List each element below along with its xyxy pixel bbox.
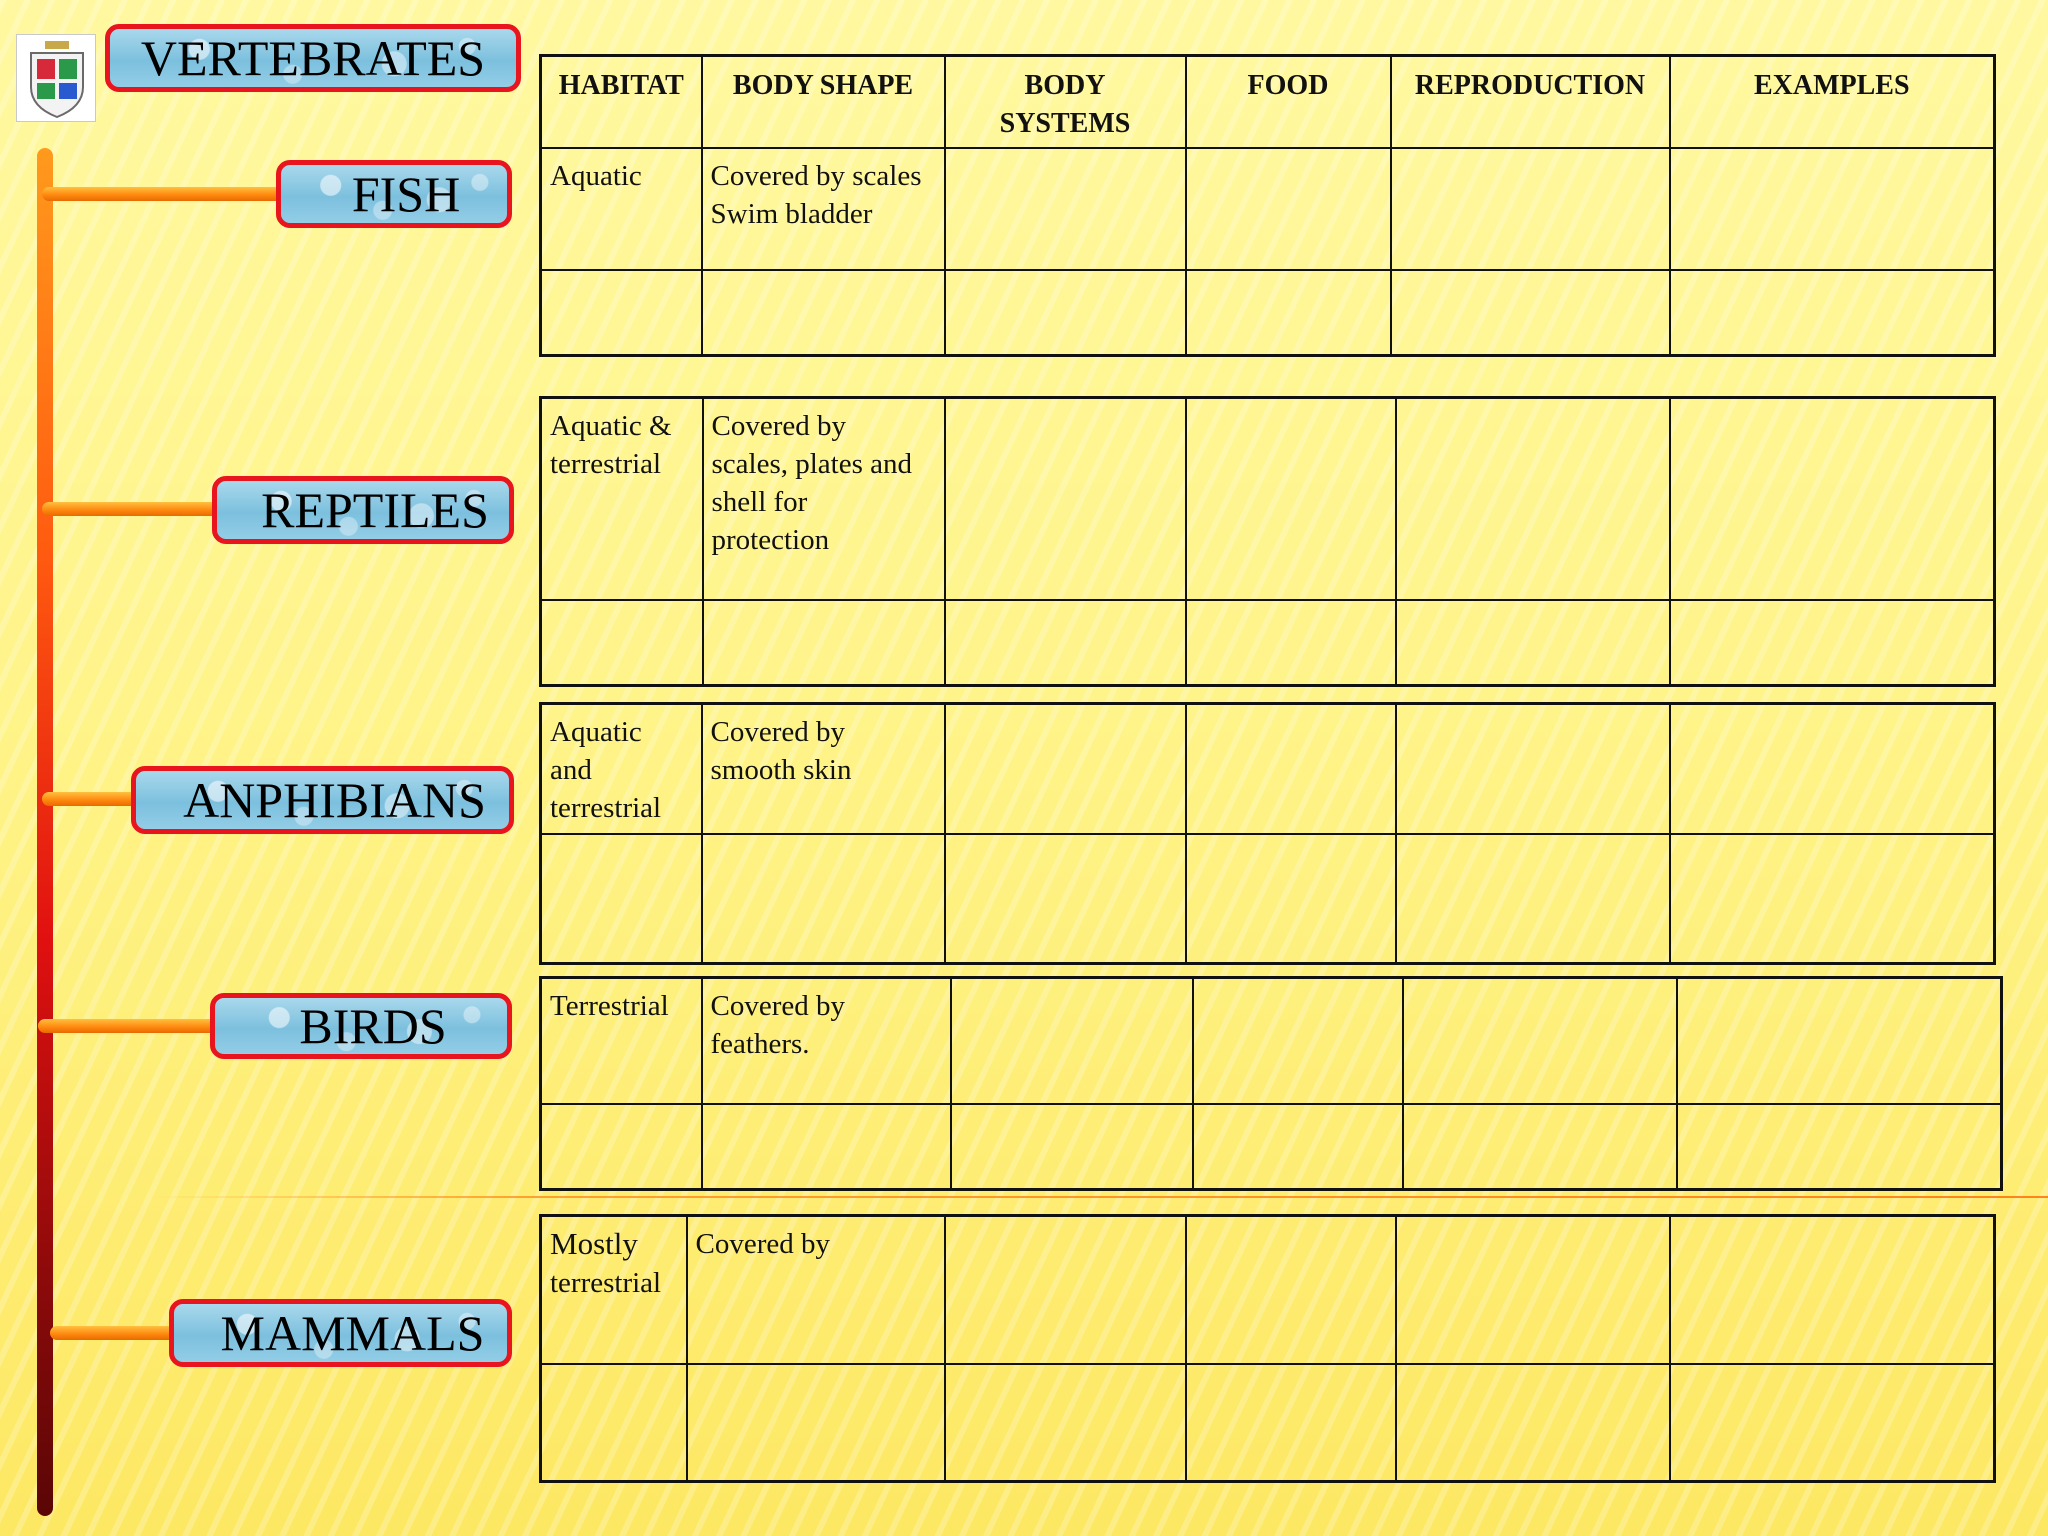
branch-mammals	[50, 1326, 180, 1340]
cell-fish-food	[1186, 148, 1391, 270]
cell-birds-body-systems	[951, 978, 1193, 1104]
cell-empty	[687, 1364, 945, 1482]
table-fish	[539, 54, 1996, 357]
amphibians-habitat-line1: Aquatic	[550, 716, 642, 748]
fish-body-shape-line2: Swim bladder	[710, 197, 873, 230]
reptiles-body-shape-line1: Covered by	[711, 410, 846, 442]
amphibians-habitat-line2: and	[550, 754, 592, 786]
amphibians-body-shape-line1: Covered by	[710, 716, 845, 748]
mammals-habitat-line2: terrestrial	[550, 1267, 662, 1299]
divider-line	[150, 1196, 2048, 1198]
cell-amphibians-examples	[1670, 704, 1995, 834]
reptiles-body-shape-line4: protection	[711, 524, 830, 556]
cell-empty	[541, 1364, 687, 1482]
cell-empty	[1396, 600, 1670, 686]
cell-empty	[1186, 270, 1391, 356]
cell-empty	[1396, 834, 1670, 964]
reptiles-body-shape-line3: shell for	[711, 486, 808, 518]
amphibians-habitat-line3: terrestrial	[550, 792, 662, 824]
cell-empty	[1193, 1104, 1403, 1190]
cell-amphibians-body-shape	[702, 704, 945, 834]
birds-body-shape-line1: Covered by	[710, 990, 845, 1022]
cell-empty	[703, 600, 945, 686]
header-food: FOOD	[1186, 56, 1391, 148]
cell-reptiles-food	[1186, 398, 1396, 600]
cell-birds-examples	[1677, 978, 2002, 1104]
reptiles-body-shape-line2: scales, plates and	[711, 448, 913, 480]
cell-mammals-food	[1186, 1216, 1396, 1364]
table-mammals	[539, 1214, 1996, 1483]
header-reproduction: REPRODUCTION	[1391, 56, 1670, 148]
cell-reptiles-body-systems	[945, 398, 1186, 600]
cell-empty	[1670, 1364, 1995, 1482]
cell-empty	[1670, 834, 1995, 964]
cell-amphibians-habitat	[541, 704, 702, 834]
cell-empty	[1677, 1104, 2002, 1190]
cell-fish-reproduction	[1391, 148, 1670, 270]
cell-empty	[1186, 600, 1396, 686]
school-crest-icon	[16, 34, 96, 122]
cell-amphibians-food	[1186, 704, 1396, 834]
cell-mammals-body-systems	[945, 1216, 1186, 1364]
cell-empty	[945, 834, 1186, 964]
reptiles-habitat-line2: terrestrial	[550, 448, 662, 480]
cell-empty	[951, 1104, 1193, 1190]
amphibians-body-shape-line2: smooth skin	[710, 754, 852, 786]
cell-mammals-reproduction	[1396, 1216, 1670, 1364]
cell-mammals-examples	[1670, 1216, 1995, 1364]
cell-birds-food	[1193, 978, 1403, 1104]
cell-empty	[541, 1104, 702, 1190]
cell-amphibians-reproduction	[1396, 704, 1670, 834]
table-birds	[539, 976, 2003, 1191]
branch-amphibians	[42, 792, 142, 806]
table-amphibians	[539, 702, 1996, 965]
label-reptiles: REPTILES	[212, 476, 514, 544]
branch-fish	[42, 187, 282, 201]
cell-mammals-habitat	[541, 1216, 687, 1364]
fish-body-shape-line1: Covered by scales	[710, 159, 922, 192]
cell-empty	[541, 834, 702, 964]
cell-empty	[1396, 1364, 1670, 1482]
birds-body-shape-line2: feathers.	[710, 1028, 810, 1060]
cell-empty	[1403, 1104, 1677, 1190]
tree-trunk	[37, 148, 53, 1516]
cell-empty	[1186, 1364, 1396, 1482]
cell-empty	[541, 600, 703, 686]
cell-empty	[945, 1364, 1186, 1482]
cell-empty	[1670, 600, 1995, 686]
label-mammals: MAMMALS	[169, 1299, 512, 1367]
cell-empty	[1670, 270, 1995, 356]
cell-fish-body-systems	[945, 148, 1186, 270]
header-body-systems	[945, 56, 1186, 148]
label-vertebrates: VERTEBRATES	[105, 24, 521, 92]
mammals-habitat-line1: Mostly	[550, 1226, 638, 1261]
header-examples: EXAMPLES	[1670, 56, 1995, 148]
cell-birds-body-shape	[702, 978, 951, 1104]
cell-mammals-body-shape: Covered by	[687, 1216, 945, 1364]
cell-birds-reproduction	[1403, 978, 1677, 1104]
cell-reptiles-examples	[1670, 398, 1995, 600]
cell-empty	[945, 270, 1186, 356]
cell-fish-examples	[1670, 148, 1995, 270]
cell-reptiles-body-shape	[703, 398, 945, 600]
reptiles-habitat-line1: Aquatic &	[550, 410, 672, 442]
cell-reptiles-habitat	[541, 398, 703, 600]
label-birds: BIRDS	[210, 993, 512, 1059]
cell-empty	[702, 270, 945, 356]
cell-fish-habitat: Aquatic	[541, 148, 702, 270]
branch-birds	[38, 1019, 218, 1033]
cell-empty	[541, 270, 702, 356]
header-body-systems-line2: SYSTEMS	[999, 108, 1131, 139]
branch-reptiles	[42, 502, 222, 516]
cell-reptiles-reproduction	[1396, 398, 1670, 600]
cell-empty	[702, 1104, 951, 1190]
cell-empty	[1391, 270, 1670, 356]
label-anphibians: ANPHIBIANS	[131, 766, 514, 834]
header-body-systems-line1: BODY	[1024, 70, 1106, 101]
cell-fish-body-shape	[702, 148, 945, 270]
header-habitat: HABITAT	[541, 56, 702, 148]
cell-amphibians-body-systems	[945, 704, 1186, 834]
table-reptiles	[539, 396, 1996, 687]
cell-empty	[1186, 834, 1396, 964]
cell-empty	[702, 834, 945, 964]
header-body-shape: BODY SHAPE	[702, 56, 945, 148]
cell-birds-habitat: Terrestrial	[541, 978, 702, 1104]
label-fish: FISH	[276, 160, 512, 228]
cell-empty	[945, 600, 1186, 686]
